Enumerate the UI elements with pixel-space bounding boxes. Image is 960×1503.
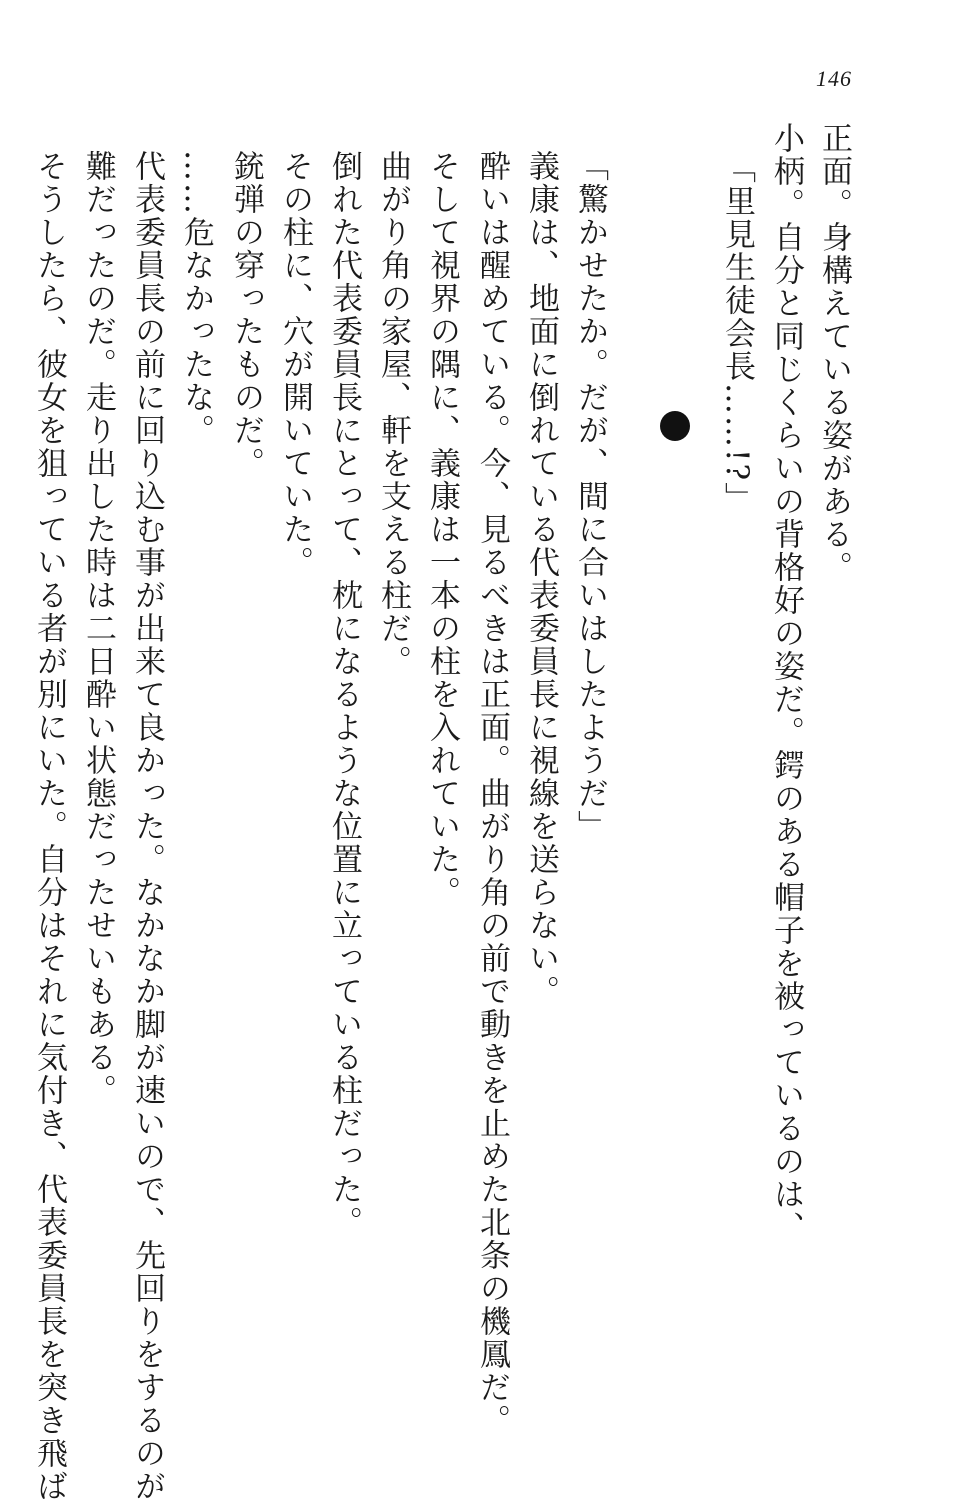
text-line: ……危なかったな。 — [178, 150, 214, 447]
text-line: 銃弾の穿ったものだ。 — [228, 150, 264, 480]
text-line: 倒れた代表委員長にとって、枕になるような位置に立っている柱だった。 — [326, 150, 362, 1239]
page-number: 146 — [816, 66, 852, 91]
text-line: そして視界の隅に、義康は一本の柱を入れていた。 — [424, 150, 460, 909]
text-line: 代表委員長の前に回り込む事が出来て良かった。なかなか脚が速いので、先回りをするのが — [129, 150, 165, 1503]
text-line: 「里見生徒会長……!?」 — [719, 152, 755, 516]
text-line: 義康は、地面に倒れている代表委員長に視線を送らない。 — [523, 150, 559, 1008]
text-line: 酔いは醒めている。今、見るべきは正面。曲がり角の前で動きを止めた北条の機鳳だ。 — [474, 150, 510, 1437]
text-line: 難だったのだ。走り出した時は二日酔い状態だったせいもある。 — [80, 150, 116, 1107]
text-line: そうしたら、彼女を狙っている者が別にいた。自分はそれに気付き、代表委員長を突き飛ば — [31, 150, 67, 1503]
text-line: その柱に、穴が開いていた。 — [277, 150, 313, 579]
text-line: 曲がり角の家屋、軒を支える柱だ。 — [375, 150, 411, 678]
text-line: 小柄。自分と同じくらいの背格好の姿だ。鍔のある帽子を被っているのは、 — [768, 122, 804, 1244]
text-line: 正面。身構えている姿がある。 — [816, 122, 852, 584]
section-break-dot — [660, 411, 690, 441]
text-line: 「驚かせたか。だが、間に合いはしたようだ」 — [572, 150, 608, 843]
